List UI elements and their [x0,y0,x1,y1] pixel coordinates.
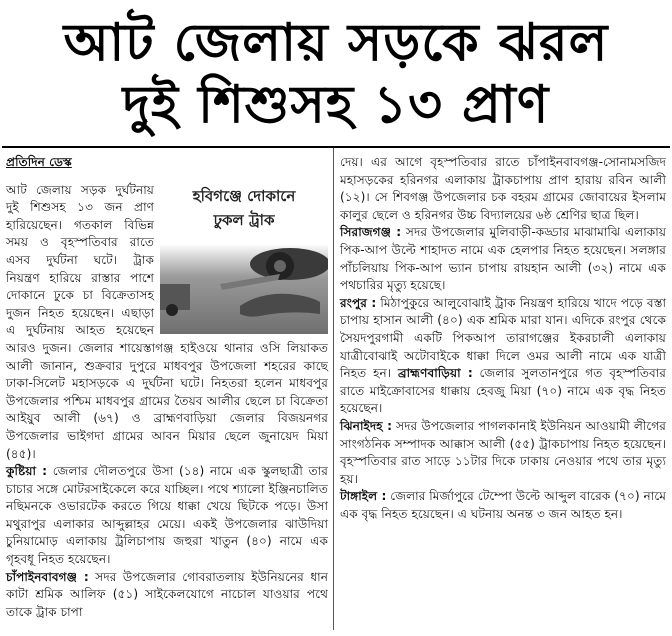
dateline-tangail: টাঙ্গাইল : [340,489,387,504]
dateline-brahmanbaria: ব্রাহ্মণবাড়িয়া : [397,366,473,381]
paragraph-tangail [340,488,666,523]
news-photo [160,184,328,334]
photo-caption-line-1: হবিগঞ্জে দোকানে [192,186,296,205]
headline-line-2: দুই শিশুসহ ১৩ প্রাণ [122,75,550,135]
headline-line-1: আট জেলায় সড়কে ঝরল [63,13,609,73]
paragraph-chapainawabganj [6,569,328,622]
headline-divider [2,146,670,148]
photo-caption-line-2: ঢুকল ট্রাক [213,210,275,229]
paragraph-jhenaidah [340,418,666,488]
paragraph-kushtia-text: জেলার দৌলতপুরে উসা (১৪) নামে এক স্কুলছাত্রী তার চাচার সঙ্গে মোটরসাইকেলে করে যাচ্ছিল। পথে শ্যালো ইঞ্জিনচালিত নছিমনকে ওভারটেক করতে গিয়ে ধাক্কা খেয়ে ছিটকে পড়ে। উসা মথুরাপুর এলাকার আব্দুল্লাহর মেয়ে। একই উপজেলার ঝাউদিয়া চুনিয়ামোড় এলাকায় ট্রলিচাপায় জহুরা খাতুন (৪০) নামে এক গৃহবধূ নিহত হয়েছেন। [6,464,328,567]
paragraph-kushtia [6,463,328,569]
dateline-kushtia: কুষ্টিয়া : [6,464,47,479]
article-column-left [6,154,328,621]
column-divider [333,148,334,630]
paragraph-jhenaidah-text: সদর উপজেলার পাগলকানাই ইউনিয়ন আওয়ামী লীগের সাংগঠনিক সম্পাদক আক্কাস আলী (৫৫) ট্রাকচাপায় নিহত হয়েছেন। বৃহস্পতিবার রাত সাড়ে ১১টার দিকে ঢাকায় নেওয়ার পথে তার মৃত্যু হয়। [340,418,667,486]
paragraph-sirajganj [340,224,666,294]
paragraph-brahmanbaria-text: জেলার সুলতানপুরে গত বৃহস্পতিবার রাতে মাইক্রোবাসের ধাক্কায় হেবজু মিয়া (৭০) নামে এক বৃদ্ধ নিহত হয়েছেন। [340,366,667,416]
article-column-right [340,154,666,523]
accident-scene-image [160,244,328,334]
paragraph-rangpur [340,295,666,418]
paragraph-tangail-text: জেলার মির্জাপুরে টেম্পো উল্টে আব্দুল বারেক (৭০) নামে এক বৃদ্ধ নিহত হয়েছেন। এ ঘটনায় অনন্ত ৩ জন আহত হন। [340,489,666,521]
byline: প্রতিদিন ডেস্ক [6,155,72,169]
dateline-jhenaidah: ঝিনাইদহ : [340,418,392,433]
paragraph-intro: আট জেলায় সড়ক দুর্ঘটনায় দুই শিশুসহ ১৩ জন প্রাণ হারিয়েছেন। গতকাল বিভিন্ন সময় ও বৃহস্পতিবার রাতে এসব দুর্ঘটনা ঘটে। ট্রাক নিয়ন্ত্রণ হারিয়ে রাস্তার পাশে দোকানে ঢুকে চা বিক্রেতাসহ দুজন নিহত হয়েছেন। এছাড়া এ দুর্ঘটনায় আহত হয়েছেন আরও দুজন। জেলার শায়েস্তাগঞ্জ হাইওয়ে থানার ওসি লিয়াকত আলী জানান, শুক্রবার দুপুরে মাধবপুর উপজেলা শহরের কাছে ঢাকা-সিলেট মহাসড়কে এ দুর্ঘটনা ঘটে। নিহতরা হলেন মাধবপুর উপজেলার পশ্চিম মাধবপুর গ্রামের তৈয়ব আলীর ছেলে চা বিক্রেতা আইয়ুব আলী (৬৭) ও ব্রাহ্মণবাড়িয়া জেলার বিজয়নগর উপজেলার ভাইগদা গ্রামের আবন মিয়ার ছেলে জুনায়েদ মিয়া (৪৫)। [6,182,328,461]
dateline-chapainawabganj: চাঁপাইনবাবগঞ্জ : [6,569,89,584]
paragraph-continued: দেয়। এর আগে বৃহস্পতিবার রাতে চাঁপাইনবাবগঞ্জ-সোনামসজিদ মহাসড়কের হরিনগর এলাকায় ট্রাকচাপায় প্রাণ হারায় রবিন আলী (১২)। সে শিবগঞ্জ উপজেলার চক বহরম গ্রামের জোবায়ের ইসলাম কালুর ছেলে ও হরিনগর উচ্চ বিদ্যালয়ের ৬ষ্ঠ শ্রেণির ছাত্র ছিল। [340,155,666,222]
paragraph-chapainawabganj-text: সদর উপজেলার গোবরাতলায় ইউনিয়নের ধান কাটা শ্রমিক আলিফ (৫১) সাইকেলযোগে নাচোল যাওয়ার পথে তাকে ট্রাক চাপা [6,569,328,619]
dateline-rangpur: রংপুর : [340,295,377,310]
dateline-sirajganj: সিরাজগঞ্জ : [340,225,402,240]
paragraph-rangpur-text: মিঠাপুকুরে আলুবোঝাই ট্রাক নিয়ন্ত্রণ হারিয়ে খাদে পড়ে বস্তা চাপায় হাসান আলী (৪০) এক শ্রমিক মারা যান। এদিকে রংপুর থেকে সৈয়দপুরগামী একটি পিকআপ তারাগঞ্জের ইকরচালী এলাকায় যাত্রীবোঝাই অটোবাইকে ধাক্কা দিলে ওমর আলী নামে এক যাত্রী নিহত হন। [340,295,666,381]
paragraph-sirajganj-text: সদর উপজেলার মুলিবাড়ী-কড্ডার মাঝামাঝি এলাকায় পিক-আপ উল্টে শাহাদত নামে এক হেলপার নিহত হয়েছেন। সলঙ্গার পাঁচলিয়ায় পিক-আপ ভ্যান চাপায় রায়হান আলী (৩২) নামে এক পথচারির মৃত্যু হয়েছে। [340,225,667,293]
